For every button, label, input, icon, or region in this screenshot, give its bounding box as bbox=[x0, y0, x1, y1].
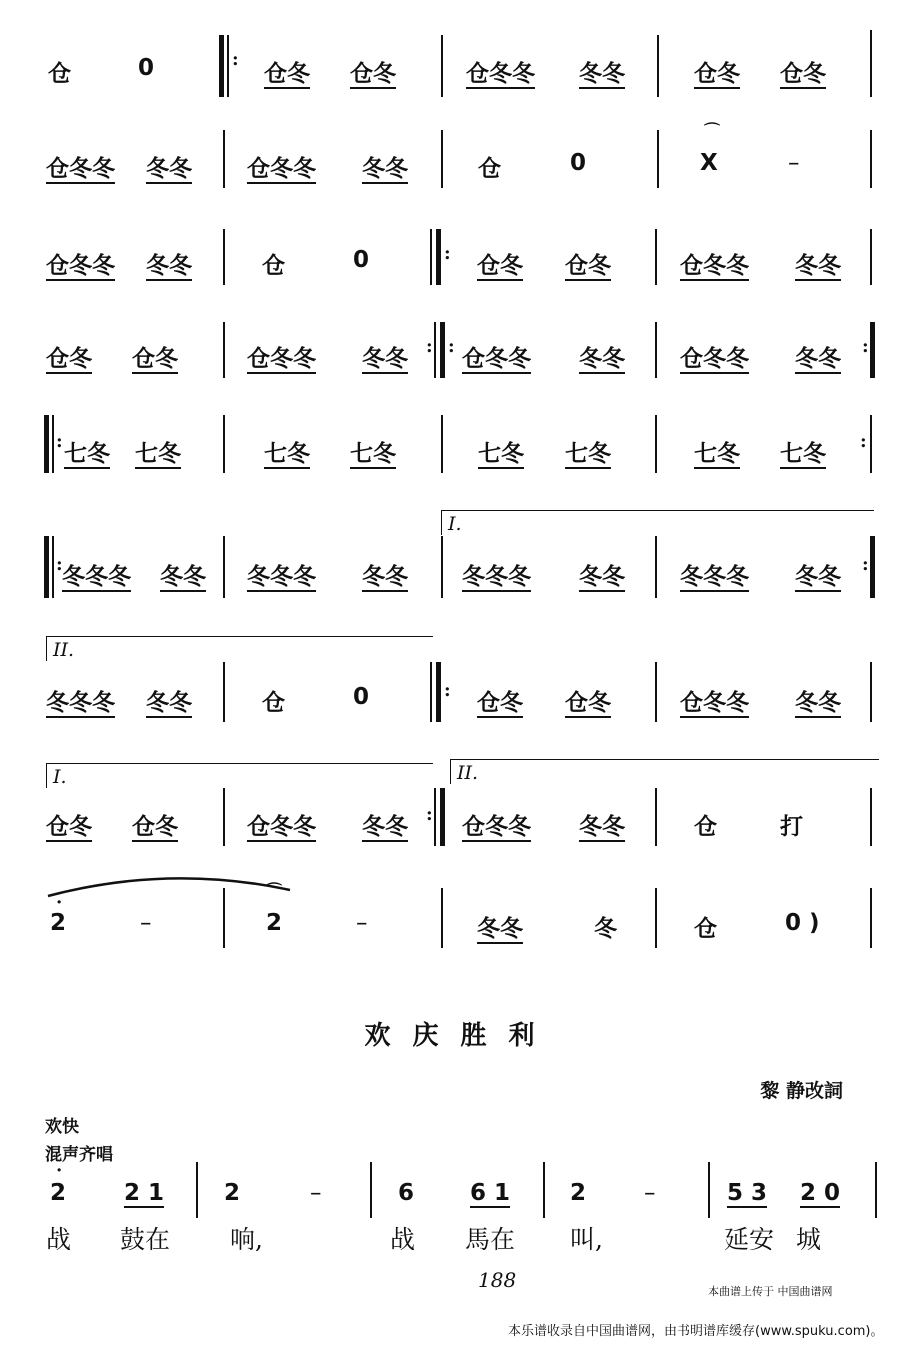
note: 6 1 bbox=[470, 1180, 511, 1206]
note: 冬冬 bbox=[795, 346, 841, 372]
lyric-word: 战 bbox=[46, 1225, 72, 1254]
tempo-text: 欢快 bbox=[45, 1117, 79, 1137]
note: – bbox=[310, 1180, 322, 1206]
note: 冬冬冬 bbox=[247, 564, 316, 590]
note: 2 0 bbox=[800, 1180, 841, 1206]
note: 0 bbox=[570, 150, 587, 176]
volta-first: I. bbox=[441, 510, 874, 535]
note: 七冬 bbox=[565, 441, 611, 467]
note: 2 bbox=[50, 910, 67, 936]
note: 仓冬 bbox=[780, 61, 826, 87]
note: 仓冬 bbox=[132, 346, 178, 372]
note: 七冬 bbox=[350, 441, 396, 467]
note: 仓 bbox=[262, 690, 285, 716]
note: 仓冬 bbox=[46, 346, 92, 372]
fermata-icon: ⌒ bbox=[704, 121, 721, 140]
note: 仓冬 bbox=[132, 814, 178, 840]
note: 仓冬冬 bbox=[46, 156, 115, 182]
lyric-word: 叫, bbox=[570, 1225, 603, 1254]
note: 七冬 bbox=[694, 441, 740, 467]
lyric-word: 响, bbox=[230, 1225, 263, 1254]
note: 七冬 bbox=[64, 441, 110, 467]
note: 冬冬 bbox=[579, 346, 625, 372]
note: 冬冬 bbox=[579, 814, 625, 840]
note: 仓冬 bbox=[565, 253, 611, 279]
volta-first: I. bbox=[46, 763, 433, 788]
note: 仓冬冬 bbox=[247, 814, 316, 840]
note: 仓冬冬 bbox=[462, 346, 531, 372]
note: 冬冬冬 bbox=[62, 564, 131, 590]
page-number: 188 bbox=[478, 1268, 517, 1292]
note: 仓 bbox=[694, 814, 717, 840]
note: 冬冬 bbox=[362, 346, 408, 372]
volta-second: II. bbox=[46, 636, 433, 661]
note: – bbox=[788, 150, 800, 176]
note: 仓冬冬 bbox=[46, 253, 115, 279]
note: 七冬 bbox=[264, 441, 310, 467]
note: 0 bbox=[138, 55, 155, 81]
note: 仓冬冬 bbox=[466, 61, 535, 87]
note: 0 bbox=[353, 684, 370, 710]
note: 0 ) bbox=[785, 910, 820, 936]
note: 七冬 bbox=[135, 441, 181, 467]
note: 冬冬 bbox=[160, 564, 206, 590]
note: 冬冬 bbox=[795, 564, 841, 590]
note: 仓冬 bbox=[264, 61, 310, 87]
note: 2 1 bbox=[124, 1180, 165, 1206]
dot-icon: · bbox=[56, 1160, 63, 1181]
note: 0 bbox=[353, 247, 370, 273]
note: 仓 bbox=[694, 916, 717, 942]
note: 冬冬 bbox=[579, 564, 625, 590]
note: 冬冬 bbox=[795, 253, 841, 279]
lyric-word: 鼓在 bbox=[120, 1225, 171, 1254]
note: 打 bbox=[780, 814, 803, 840]
note: 2 bbox=[224, 1180, 241, 1206]
note: 仓冬 bbox=[477, 690, 523, 716]
note: 冬冬 bbox=[146, 156, 192, 182]
note: 冬冬 bbox=[146, 690, 192, 716]
dot-icon: · bbox=[56, 892, 63, 913]
note: X bbox=[700, 150, 718, 176]
note: 仓冬冬 bbox=[680, 253, 749, 279]
voices-text: 混声齐唱 bbox=[45, 1145, 113, 1165]
note: 2 bbox=[266, 910, 283, 936]
note: 冬 bbox=[594, 916, 617, 942]
note: 仓 bbox=[262, 253, 285, 279]
note: 仓冬冬 bbox=[247, 346, 316, 372]
source-footer: 本乐谱收录自中国曲谱网，由书明谱库缓存(www.spuku.com)。 bbox=[508, 1324, 884, 1339]
note: 2 bbox=[570, 1180, 587, 1206]
note: 冬冬 bbox=[362, 564, 408, 590]
note: 冬冬 bbox=[579, 61, 625, 87]
lyric-word: 延安 bbox=[724, 1225, 775, 1254]
note: 冬冬 bbox=[795, 690, 841, 716]
note: 仓冬 bbox=[350, 61, 396, 87]
note: 冬冬 bbox=[146, 253, 192, 279]
note: 仓冬 bbox=[46, 814, 92, 840]
note: 仓冬 bbox=[477, 253, 523, 279]
note: 仓冬冬 bbox=[247, 156, 316, 182]
note: 仓 bbox=[478, 156, 501, 182]
note: 5 3 bbox=[727, 1180, 768, 1206]
fermata-icon: ⌒ bbox=[266, 881, 283, 900]
note: – bbox=[644, 1180, 656, 1206]
note: 冬冬冬 bbox=[46, 690, 115, 716]
note: 2 bbox=[50, 1180, 67, 1206]
lyric-word: 战 bbox=[390, 1225, 416, 1254]
note: 冬冬冬 bbox=[680, 564, 749, 590]
note: 七冬 bbox=[478, 441, 524, 467]
note: 仓冬 bbox=[565, 690, 611, 716]
tie-arc bbox=[44, 870, 294, 900]
volta-second: II. bbox=[450, 759, 879, 784]
song-title: 欢庆胜利 bbox=[364, 1021, 557, 1051]
note: 6 bbox=[398, 1180, 415, 1206]
note: 七冬 bbox=[780, 441, 826, 467]
lyric-word: 馬在 bbox=[465, 1225, 516, 1254]
note: – bbox=[140, 910, 152, 936]
note: 冬冬冬 bbox=[462, 564, 531, 590]
note: 仓冬冬 bbox=[680, 346, 749, 372]
note: – bbox=[356, 910, 368, 936]
note: 冬冬 bbox=[362, 156, 408, 182]
score-page: 仓 0 : 仓冬 仓冬 仓冬冬 冬冬 仓冬 仓冬 仓冬冬 冬冬 仓冬冬 冬冬 仓 0 X ⌒ – 仓冬冬 冬冬 仓 0 : 仓冬 仓冬 仓冬冬 冬冬 仓冬 仓冬 仓冬冬 冬冬 : : 仓冬冬 冬冬 仓冬冬 冬冬 : : 七冬 七冬 七冬 七冬 七冬 七冬 七冬 七冬 : I. : 冬冬冬 冬冬 冬冬冬 冬冬 冬冬冬 冬冬 冬冬冬 冬冬 : II. 冬冬冬 冬冬 仓 0 : 仓冬 仓冬 仓冬冬 冬冬 I. II. 仓冬 仓冬 仓冬冬 冬冬 : 仓冬冬 冬冬 仓 打 · 2 – ⌒ 2 – 冬冬 冬 仓 0 ) 欢庆胜利 黎 静改詞 欢快 混声齐唱 · 2 2 1 2 – 6 6 1 2 – 5 3 2 0 战 鼓在 响, 战 馬在 叫, 延安 城 188 本曲谱上传于 中国曲谱网 本乐谱收录自中国曲谱网，由书明谱库缓存(www.spuku.com)。 bbox=[0, 0, 921, 1347]
note: 仓冬冬 bbox=[462, 814, 531, 840]
lyricist-credit: 黎 静改詞 bbox=[760, 1080, 843, 1102]
note: 冬冬 bbox=[362, 814, 408, 840]
note: 仓 bbox=[48, 61, 71, 87]
lyric-word: 城 bbox=[796, 1225, 822, 1254]
note: 冬冬 bbox=[477, 916, 523, 942]
upload-note: 本曲谱上传于 中国曲谱网 bbox=[708, 1285, 833, 1298]
note: 仓冬 bbox=[694, 61, 740, 87]
note: 仓冬冬 bbox=[680, 690, 749, 716]
